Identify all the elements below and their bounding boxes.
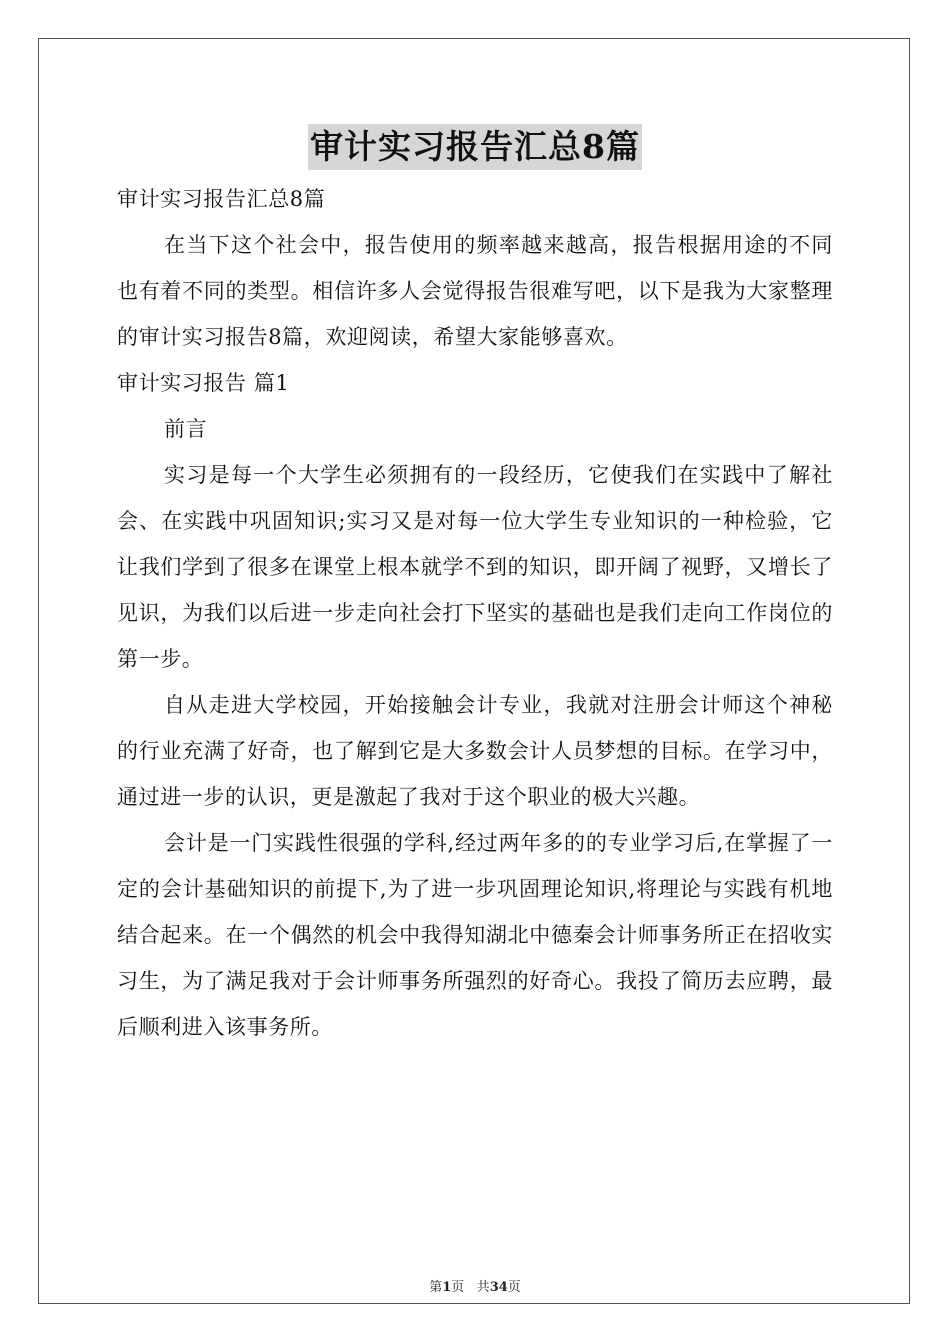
page-footer	[0, 1276, 950, 1295]
title-container	[0, 124, 950, 170]
body-paragraph: 会计是一门实践性很强的学科,经过两年多的的专业学习后,在掌握了一定的会计基础知识的前提下,为了进一步巩固理论知识,将理论与实践有机地结合起来。在一个偶然的机会中我得知湖北中德秦会计师事务所正在招收实习生，为了满足我对于会计师事务所强烈的好奇心。我投了简历去应聘，最后顺利进入该事务所。	[117, 831, 833, 1039]
document-title: 审计实习报告汇总8篇	[308, 124, 642, 170]
preface-label: 前言	[164, 417, 208, 441]
body-paragraph: 自从走进大学校园，开始接触会计专业，我就对注册会计师这个神秘的行业充满了好奇，也了解到它是大多数会计人员梦想的目标。在学习中，通过进一步的认识，更是激起了我对于这个职业的极大兴趣。	[117, 693, 833, 809]
subtitle-line: 审计实习报告汇总8篇	[117, 187, 326, 211]
document-body	[117, 176, 833, 1050]
page-number: 1	[442, 1280, 452, 1295]
body-paragraph: 实习是每一个大学生必须拥有的一段经历，它使我们在实践中了解社会、在实践中巩固知识;实习又是对每一位大学生专业知识的一种检验，它让我们学到了很多在课堂上根本就学不到的知识，即开阔了视野，又增长了见识，为我们以后进一步走向社会打下坚实的基础也是我们走向工作岗位的第一步。	[117, 463, 833, 671]
page-prefix: 第	[429, 1280, 443, 1295]
total-pages: 34	[489, 1280, 508, 1295]
page-suffix: 页	[451, 1280, 465, 1295]
intro-paragraph: 在当下这个社会中，报告使用的频率越来越高，报告根据用途的不同也有着不同的类型。相信许多人会觉得报告很难写吧，以下是我为大家整理的审计实习报告8篇，欢迎阅读，希望大家能够喜欢。	[117, 233, 833, 349]
total-suffix: 页	[507, 1280, 521, 1295]
section-heading: 审计实习报告 篇1	[117, 371, 290, 395]
total-prefix: 共	[476, 1280, 490, 1295]
